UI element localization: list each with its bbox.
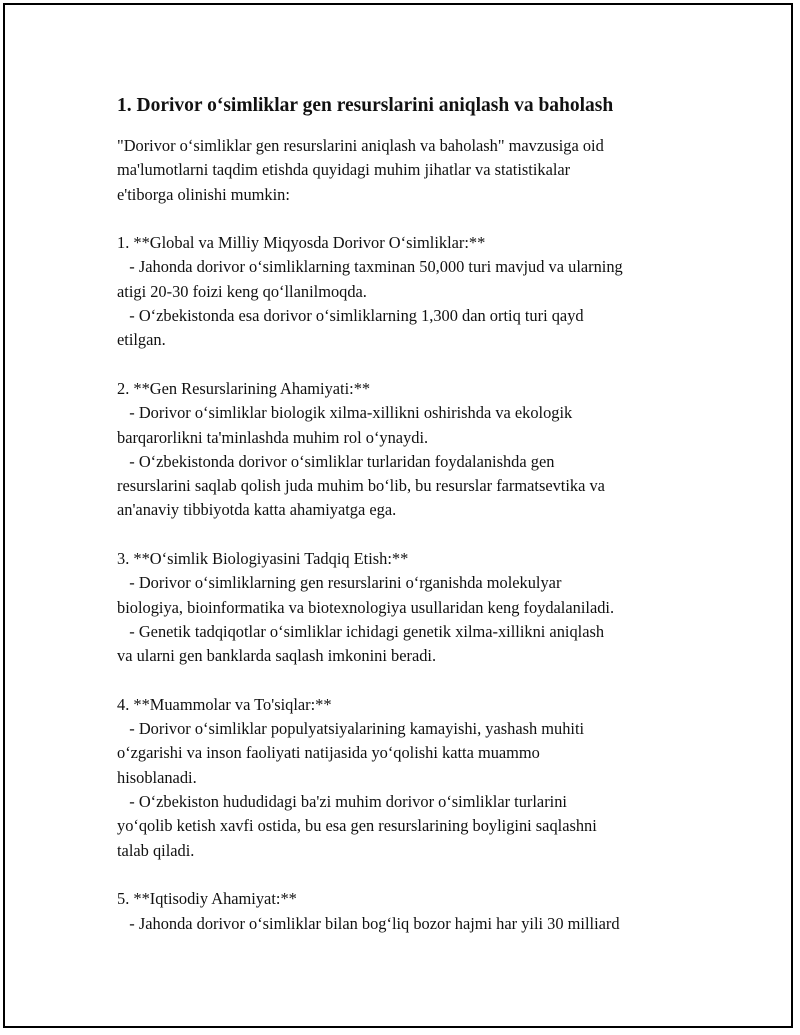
body-line: va ularni gen banklarda saqlash imkonini beradi. <box>117 646 437 666</box>
body-line: - Dorivor o‘simliklarning gen resurslarini o‘rganishda molekulyar <box>117 573 562 593</box>
body-line: - Genetik tadqiqotlar o‘simliklar ichidagi genetik xilma-xillikni aniqlash <box>117 621 605 641</box>
body-line: atigi 20-30 foizi keng qo‘llanilmoqda. <box>117 281 367 301</box>
body-line: yo‘qolib ketish xavfi ostida, bu esa gen resurslarining boyligini saqlashni <box>117 816 597 836</box>
body-line: - O‘zbekistonda dorivor o‘simliklar turlaridan foydalanishda gen <box>117 451 555 471</box>
body-line: 4. **Muammolar va To'siqlar:** <box>117 694 332 714</box>
body-line: 1. **Global va Milliy Miqyosda Dorivor O‘simliklar:** <box>117 233 486 253</box>
body-line <box>117 863 707 887</box>
body-line <box>117 523 707 547</box>
body-line: - Dorivor o‘simliklar biologik xilma-xillikni oshirishda va ekologik <box>117 403 573 423</box>
body-line: "Dorivor o‘simliklar gen resurslarini aniqlash va baholash" mavzusiga oid <box>117 136 604 155</box>
body-line: o‘zgarishi va inson faoliyati natijasida yo‘qolishi katta muammo <box>117 743 540 763</box>
document-content <box>117 92 707 936</box>
body-line: talab qiladi. <box>117 840 195 860</box>
body-line: - Dorivor o‘simliklar populyatsiyalarining kamayishi, yashash muhiti <box>117 719 585 739</box>
document-body <box>117 134 707 936</box>
body-line: - O‘zbekiston hududidagi ba'zi muhim dorivor o‘simliklar turlarini <box>117 792 567 812</box>
body-line: 5. **Iqtisodiy Ahamiyat:** <box>117 889 297 909</box>
body-line: - Jahonda dorivor o‘simliklar bilan bog‘liq bozor hajmi har yili 30 milliard <box>117 913 620 933</box>
body-line: barqarorlikni ta'minlashda muhim rol o‘ynaydi. <box>117 427 429 447</box>
body-line <box>117 353 707 377</box>
body-line: resurslarini saqlab qolish juda muhim bo‘lib, bu resurslar farmatsevtika va <box>117 476 605 496</box>
body-line: - Jahonda dorivor o‘simliklarning taxminan 50,000 turi mavjud va ularning <box>117 257 623 277</box>
body-line: 2. **Gen Resurslarining Ahamiyati:** <box>117 378 371 398</box>
body-line: an'anaviy tibbiyotda katta ahamiyatga ega. <box>117 500 397 520</box>
body-line: hisoblanadi. <box>117 767 197 787</box>
body-line: 3. **O‘simlik Biologiyasini Tadqiq Etish:** <box>117 549 409 569</box>
document-title: 1. Dorivor o‘simliklar gen resurslarini aniqlash va baholash <box>117 95 614 116</box>
body-line <box>117 207 707 231</box>
body-line: e'tiborga olinishi mumkin: <box>117 184 290 204</box>
body-line: biologiya, bioinformatika va biotexnologiya usullaridan keng foydalaniladi. <box>117 597 615 617</box>
body-line: - O‘zbekistonda esa dorivor o‘simliklarning 1,300 dan ortiq turi qayd <box>117 306 584 326</box>
body-line <box>117 669 707 693</box>
body-line: ma'lumotlarni taqdim etishda quyidagi muhim jihatlar va statistikalar <box>117 160 571 180</box>
body-line: etilgan. <box>117 330 166 350</box>
